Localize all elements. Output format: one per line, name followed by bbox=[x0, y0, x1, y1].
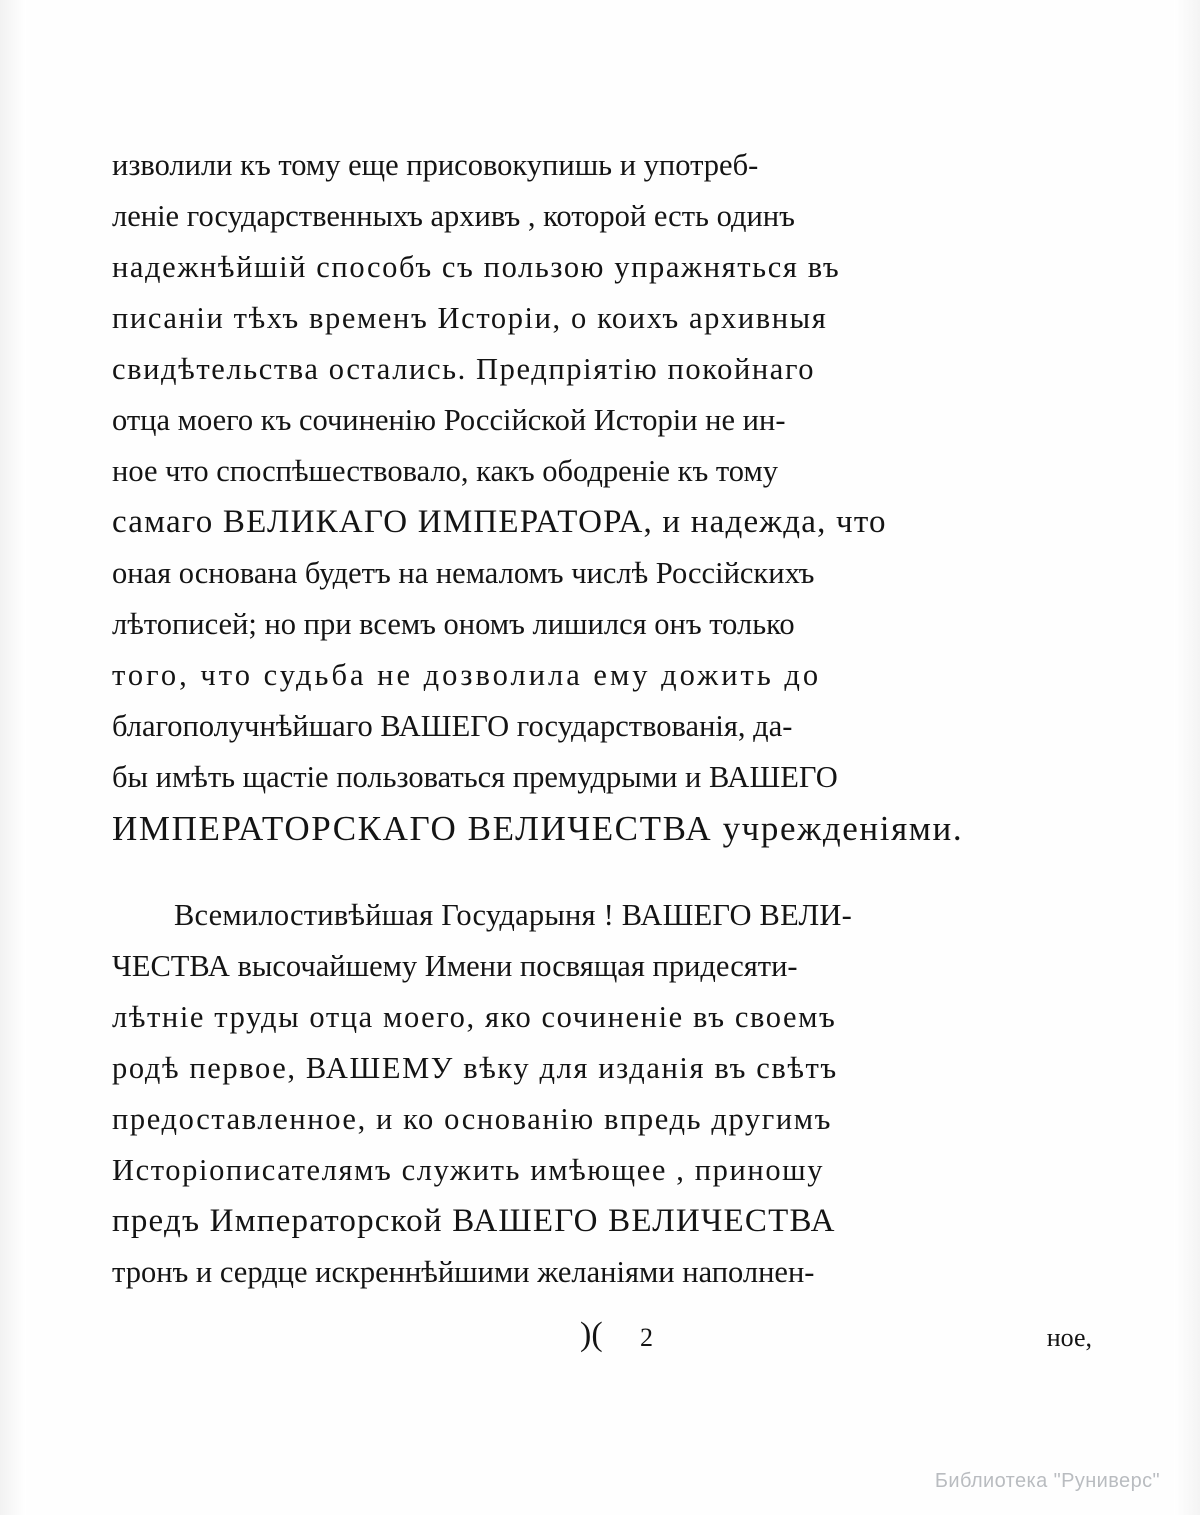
text-line: лѣтописей; но при всемъ ономъ лишился онъ только bbox=[112, 607, 795, 641]
text-line: бы имѣть щастіе пользоваться премудрыми и ВАШЕГО bbox=[112, 760, 838, 794]
text-line: леніе государственныхъ архивъ , которой есть одинъ bbox=[112, 199, 795, 233]
text-line: предоставленное, и ко основанію впредь другимъ bbox=[112, 1102, 833, 1136]
text-line: свидѣтельства остались. Предпріятію покойнаго bbox=[112, 352, 816, 386]
paragraph-1 bbox=[112, 140, 1092, 854]
text-line: самаго ВЕЛИКАГО ИМПЕРАТОРА, и надежда, что bbox=[112, 504, 887, 540]
catchword: ное, bbox=[1046, 1323, 1092, 1352]
page-text-block bbox=[112, 140, 1092, 1298]
text-line: того, что судьба не дозволила ему дожить до bbox=[112, 658, 822, 692]
signature-mark: )( bbox=[580, 1316, 603, 1353]
text-line: изволили къ тому еще присовокупишь и употреб- bbox=[112, 148, 759, 182]
text-line: предъ Императорской ВАШЕГО ВЕЛИЧЕСТВА bbox=[112, 1203, 836, 1239]
text-line: писаніи тѣхъ временъ Исторіи, о коихъ архивныя bbox=[112, 301, 828, 335]
text-line: надежнѣйшій способъ съ пользою упражняться въ bbox=[112, 250, 841, 284]
text-line: лѣтніе труды отца моего, яко сочиненіе въ своемъ bbox=[112, 1000, 837, 1034]
text-line: отца моего къ сочиненію Россійской Исторіи не ин- bbox=[112, 403, 786, 437]
text-line: Исторіописателямъ служить имѣющее , приношу bbox=[112, 1153, 825, 1187]
text-line: оная основана будетъ на немаломъ числѣ Россійскихъ bbox=[112, 556, 815, 590]
text-line: родѣ первое, ВАШЕМУ вѣку для изданія въ свѣтъ bbox=[112, 1051, 838, 1085]
text-line: ЧЕСТВА высочайшему Имени посвящая придесяти- bbox=[112, 949, 798, 983]
page-footer bbox=[112, 1315, 1092, 1359]
text-line: тронъ и сердце искреннѣйшими желаніями наполнен- bbox=[112, 1255, 815, 1289]
text-line: благополучнѣйшаго ВАШЕГО государствованія, да- bbox=[112, 709, 793, 743]
signature-number: 2 bbox=[640, 1323, 653, 1352]
text-line: ИМПЕРАТОРСКАГО ВЕЛИЧЕСТВА учрежденіями. bbox=[112, 809, 964, 848]
paragraph-2 bbox=[112, 890, 1092, 1298]
library-watermark: Библиотека "Руниверс" bbox=[934, 1470, 1160, 1492]
text-line: Всемилостивѣйшая Государыня ! ВАШЕГО ВЕЛИ- bbox=[174, 898, 852, 932]
text-line: ное что споспѣшествовало, какъ ободреніе къ тому bbox=[112, 454, 779, 488]
